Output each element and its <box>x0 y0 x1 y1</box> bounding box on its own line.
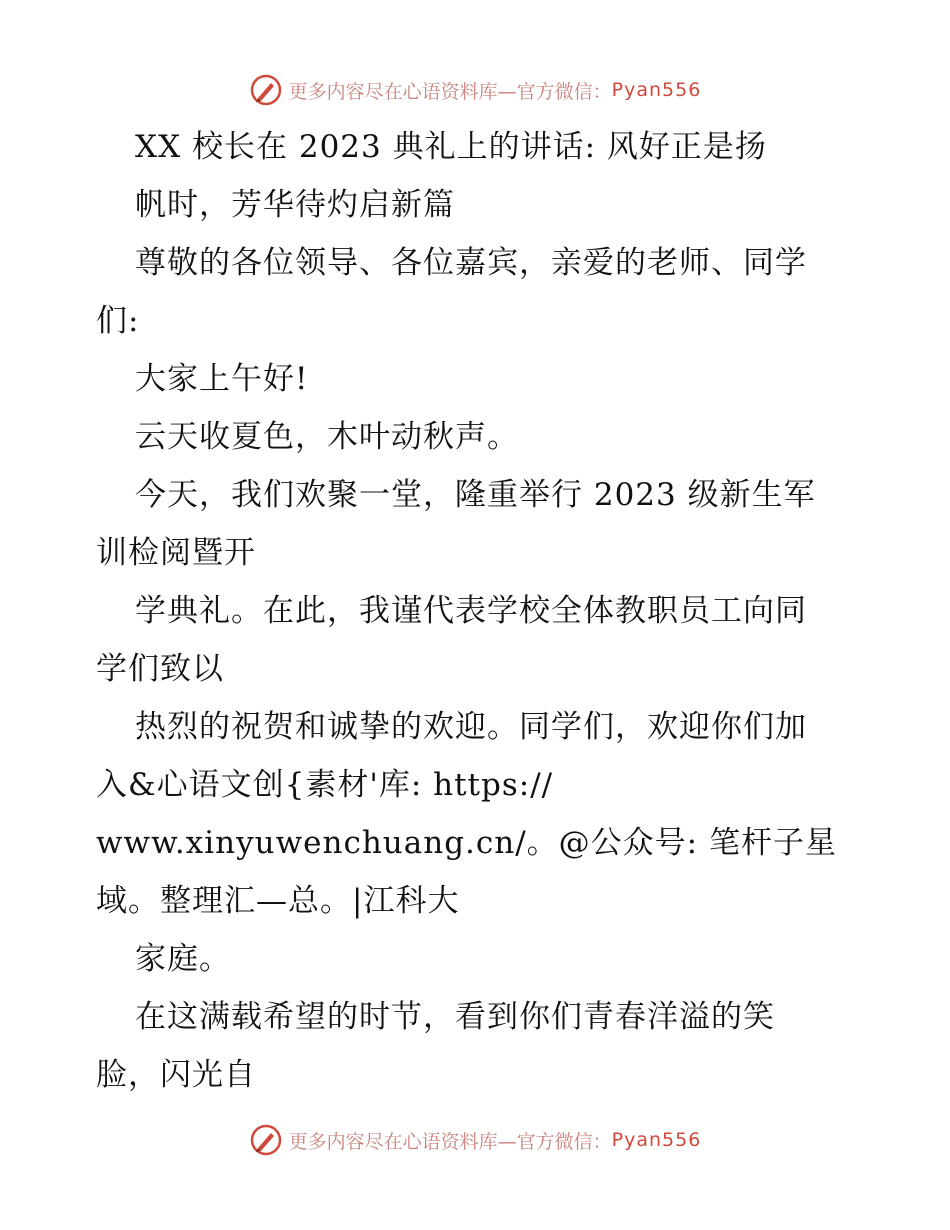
paragraph-line: 学们致以 <box>96 651 224 687</box>
pen-logo-icon <box>249 73 283 107</box>
paragraph-line: 今天，我们欢聚一堂，隆重举行 2023 级新生军 <box>135 477 816 513</box>
paragraph-line: 学典礼。在此，我谨代表学校全体教职员工向同 <box>135 593 807 629</box>
paragraph-line: 家庭。 <box>135 941 231 977</box>
paragraph-line: 在这满载希望的时节，看到你们青春洋溢的笑 <box>135 999 775 1035</box>
paragraph-line: www.xinyuwenchuang.cn/。@公众号: 笔杆子星 <box>96 825 837 861</box>
title-line-2: 帆时，芳华待灼启新篇 <box>135 187 455 223</box>
header-banner <box>0 70 950 110</box>
footer-banner <box>0 1120 950 1160</box>
paragraph-line: 入&心语文创{素材'库: https:// <box>96 767 554 803</box>
paragraph-line: 大家上午好! <box>135 361 309 397</box>
paragraph-line: 脸，闪光自 <box>96 1057 256 1093</box>
paragraph-line: 热烈的祝贺和诚挚的欢迎。同学们，欢迎你们加 <box>135 709 807 745</box>
paragraph-line: 云天收夏色，木叶动秋声。 <box>135 419 519 455</box>
paragraph-line: 尊敬的各位领导、各位嘉宾，亲爱的老师、同学 <box>135 245 807 281</box>
banner-text: 更多内容尽在心语资料库—官方微信： <box>288 80 612 103</box>
banner-text: 更多内容尽在心语资料库—官方微信： <box>288 1130 612 1153</box>
banner-wechat-id: Pyan556 <box>611 79 702 101</box>
pen-logo-icon <box>249 1123 283 1157</box>
paragraph-line: 域。整理汇—总。|江科大 <box>96 883 460 919</box>
title-line-1: XX 校长在 2023 典礼上的讲话: 风好正是扬 <box>135 129 767 165</box>
paragraph-line: 训检阅暨开 <box>96 535 256 571</box>
paragraph-line: 们: <box>96 303 140 339</box>
banner-wechat-id: Pyan556 <box>611 1129 702 1151</box>
